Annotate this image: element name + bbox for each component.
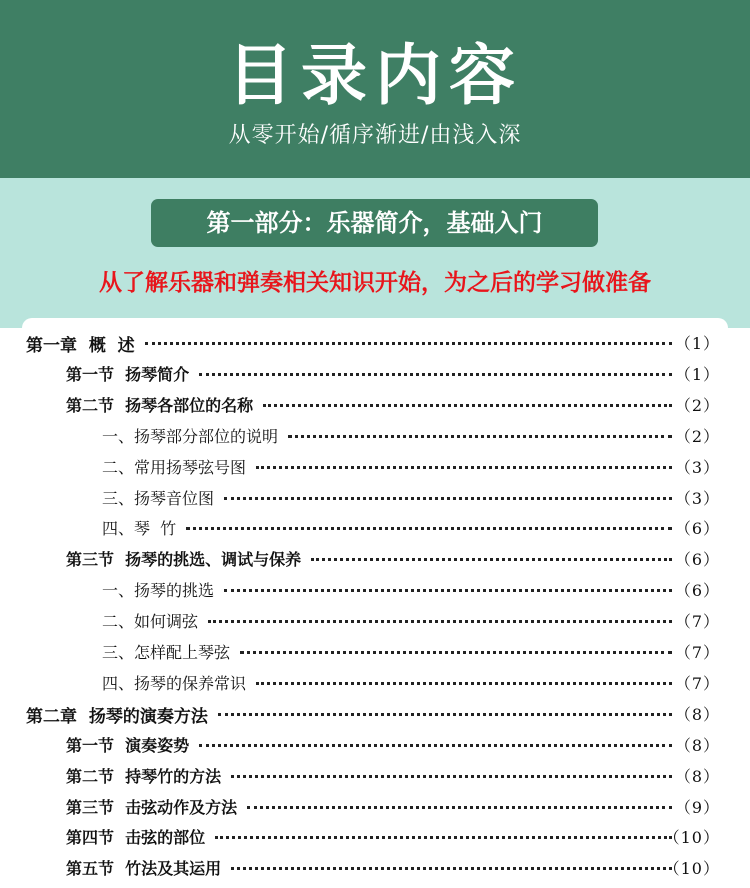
toc-entry-title: 第一节 演奏姿势 [66, 733, 193, 756]
toc-item-row [22, 418, 728, 448]
toc-entry-title: 第三节 扬琴的挑选、调试与保养 [66, 547, 305, 570]
toc-entry-title: 第一节 扬琴简介 [66, 362, 193, 385]
toc-dot-leader [247, 806, 672, 809]
toc-page-number: （6） [674, 581, 720, 601]
toc-item-row [22, 603, 728, 633]
header-banner [0, 0, 750, 178]
toc-section-row [22, 387, 728, 417]
toc-entry-title: 一、扬琴的挑选 [102, 578, 218, 601]
toc-page-number: （8） [674, 766, 720, 786]
part-tagline: 从了解乐器和弹奏相关知识开始，为之后的学习做准备 [99, 270, 651, 296]
toc-dot-leader [186, 527, 672, 530]
toc-entry-title: 二、常用扬琴弦号图 [102, 455, 250, 478]
toc-page-number: （7） [674, 612, 720, 632]
toc-entry-title: 第三节 击弦动作及方法 [66, 795, 241, 818]
page-title: 目录内容 [227, 37, 523, 114]
toc-page-number: （10） [663, 859, 720, 879]
toc-section-row [22, 356, 728, 386]
toc-entry-title: 三、扬琴音位图 [102, 486, 218, 509]
toc-entry-title: 第四节 击弦的部位 [66, 825, 209, 848]
toc-entry-title: 三、怎样配上琴弦 [102, 640, 234, 663]
toc-dot-leader [224, 589, 672, 592]
toc-dot-leader [199, 744, 672, 747]
toc-entry-title: 第二节 持琴竹的方法 [66, 764, 225, 787]
toc-page-number: （2） [674, 395, 720, 415]
toc-dot-leader [256, 466, 672, 469]
toc-item-row [22, 572, 728, 602]
toc-entry-title: 四、琴 竹 [102, 516, 180, 539]
toc-dot-leader [224, 497, 672, 500]
toc-chapter-row [22, 696, 728, 726]
toc-page-number: （8） [674, 704, 720, 724]
toc-entry-title: 二、如何调弦 [102, 609, 202, 632]
toc-dot-leader [145, 342, 672, 345]
toc-page-number: （10） [663, 828, 720, 848]
toc-entry-title: 第五节 竹法及其运用 [66, 856, 225, 879]
toc-item-row [22, 480, 728, 510]
toc-page-number: （3） [674, 488, 720, 508]
toc-dot-leader [199, 373, 672, 376]
toc-dot-leader [231, 775, 672, 778]
toc-page-number: （1） [674, 334, 720, 353]
toc-chapter-row [22, 325, 728, 355]
toc-dot-leader [311, 558, 672, 561]
toc-page-number: （7） [674, 673, 720, 693]
toc-page-number: （1） [674, 364, 720, 384]
toc-dot-leader [215, 836, 672, 839]
toc-item-row [22, 634, 728, 664]
toc-entry-title: 一、扬琴部分部位的说明 [102, 424, 282, 447]
page-subtitle: 从零开始/循序渐进/由浅入深 [228, 123, 522, 148]
toc-dot-leader [263, 404, 672, 407]
toc-dot-leader [256, 682, 672, 685]
toc-page-number: （8） [674, 735, 720, 755]
toc-item-row [22, 510, 728, 540]
toc-entry-title: 四、扬琴的保养常识 [102, 671, 250, 694]
toc-section-row [22, 758, 728, 788]
toc-item-row [22, 449, 728, 479]
toc-dot-leader [288, 435, 672, 438]
toc-page-number: （2） [674, 426, 720, 446]
toc-item-row [22, 665, 728, 695]
toc-page-number: （9） [674, 797, 720, 817]
toc-dot-leader [231, 867, 672, 870]
toc-page-number: （6） [674, 550, 720, 570]
toc-page-number: （6） [674, 519, 720, 539]
toc-page-number: （3） [674, 457, 720, 477]
table-of-contents [22, 318, 728, 888]
toc-entry-title: 第二章 扬琴的演奏方法 [26, 702, 212, 727]
toc-entry-title: 第一章 概 述 [26, 331, 139, 356]
toc-section-row [22, 819, 728, 849]
toc-entry-title: 第二节 扬琴各部位的名称 [66, 393, 257, 416]
toc-page-number: （7） [674, 643, 720, 662]
toc-dot-leader [240, 651, 672, 654]
toc-dot-leader [208, 620, 672, 623]
toc-section-row [22, 727, 728, 757]
toc-dot-leader [218, 713, 672, 716]
toc-section-row [22, 789, 728, 819]
part-label: 第一部分：乐器简介，基础入门 [151, 199, 598, 247]
toc-section-row [22, 541, 728, 571]
toc-section-row [22, 850, 728, 880]
